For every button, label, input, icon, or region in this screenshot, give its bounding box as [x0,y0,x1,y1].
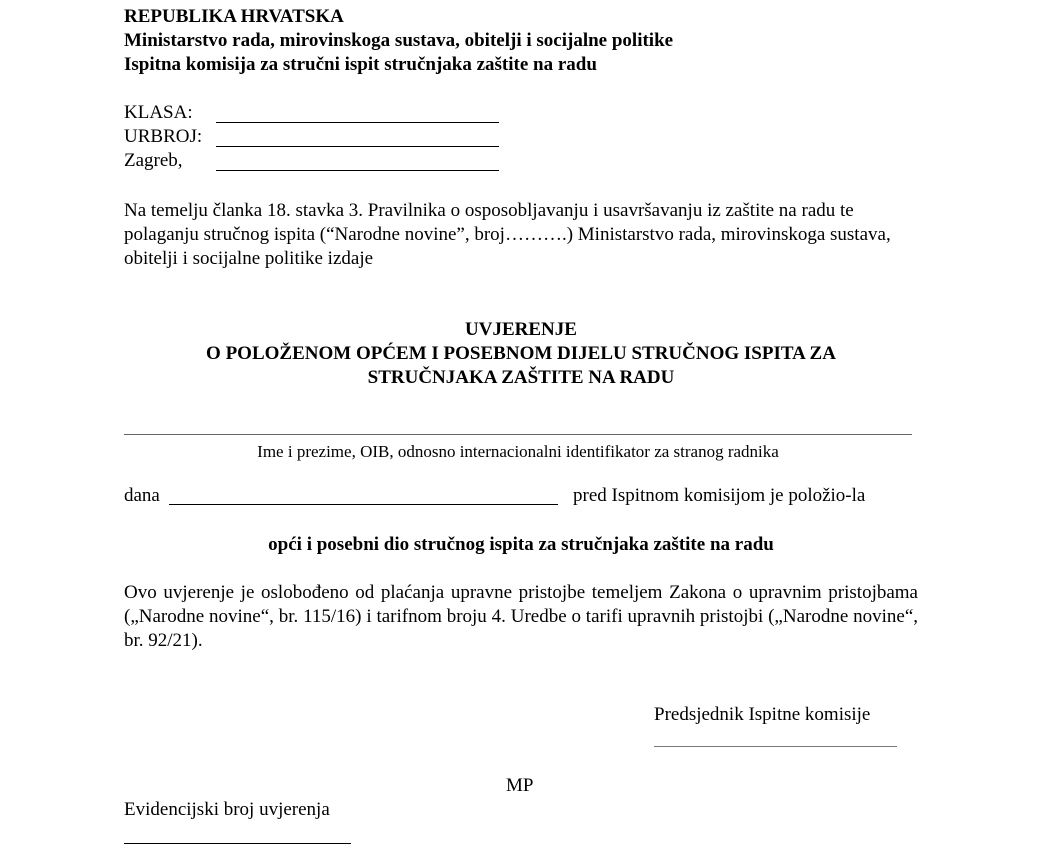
exam-description: opći i posebni dio stručnog ispita za stručnjaka zaštite na radu [268,534,774,555]
header-commission: Ispitna komisija za stručni ispit stručnjaka zaštite na radu [124,54,597,75]
passed-statement: pred Ispitnom komisijom je položio-la [573,485,866,506]
president-label: Predsjednik Ispitne komisije [654,704,871,725]
evidence-number-field[interactable] [124,843,351,844]
document-subtitle-line1: O POLOŽENOM OPĆEM I POSEBNOM DIJELU STRUČNOG ISPITA ZA [206,343,836,364]
intro-paragraph: Na temelju članka 18. stavka 3. Pravilnika o osposobljavanju i usavršavanju iz zaštite na radu te polaganju stručnog ispita (“Narodne novine”, broj……….) Ministarstvo rada, mirovinskoga sustava, obitelji i socijalne politike izdaje [124,200,891,269]
zagreb-label: Zagreb, [124,150,183,171]
fee-exemption-note: Ovo uvjerenje je oslobođeno od plaćanja upravne pristojbe temeljem Zakona o upravnim pristojbama („Narodne novine“, br. 115/16) i tarifnom broju 4. Uredbe o tarifi upravnih pristojbi („Narodne novine“, br. 92/21). [124,582,918,651]
urbroj-field[interactable] [216,146,499,147]
stamp-place-label: MP [506,775,534,796]
klasa-label: KLASA: [124,102,193,123]
urbroj-label: URBROJ: [124,126,203,147]
name-field[interactable] [124,434,912,435]
name-caption: Ime i prezime, OIB, odnosno internacionalni identifikator za stranog radnika [257,442,779,461]
document-subtitle-line2: STRUČNJAKA ZAŠTITE NA RADU [367,367,675,388]
dana-label: dana [124,485,160,506]
exam-date-field[interactable] [169,504,558,505]
header-ministry: Ministarstvo rada, mirovinskoga sustava, obitelji i socijalne politike [124,30,674,51]
evidence-number-label: Evidencijski broj uvjerenja [124,799,330,820]
date-field[interactable] [216,170,499,171]
header-republic: REPUBLIKA HRVATSKA [124,6,344,27]
document-title: UVJERENJE [465,319,577,340]
klasa-field[interactable] [216,122,499,123]
president-signature-field[interactable] [654,746,897,747]
